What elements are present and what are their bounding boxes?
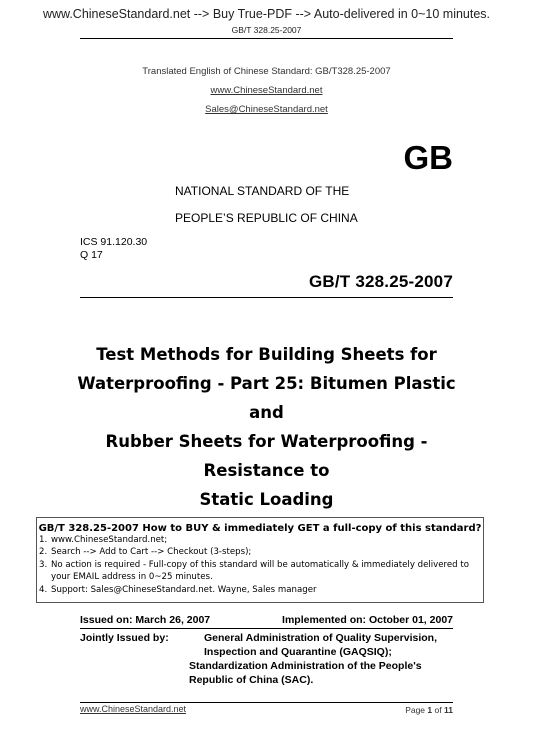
standard-number: GB/T 328.25-2007 (308, 272, 453, 291)
list-item: 3. No action is required - Full-copy of this standard will be automatically & immediately delivered to your EMAIL address in 0~25 minutes. (39, 559, 469, 583)
list-item: 1. www.ChineseStandard.net; (39, 535, 168, 545)
list-item: 2. Search --> Add to Cart --> Checkout (3-steps); (39, 547, 252, 558)
title-line: Test Methods for Building Sheets for (96, 345, 437, 364)
footer-rule (80, 702, 453, 703)
dates-rule (80, 628, 453, 629)
title-line: Static Loading (199, 490, 334, 509)
title-line: Rubber Sheets for Waterproofing - Resistance to (105, 432, 428, 480)
website-link[interactable]: www.ChineseStandard.net (210, 85, 323, 96)
jointly-label: Jointly Issued by: (80, 632, 169, 644)
national-line-1: NATIONAL STANDARD OF THE (175, 184, 350, 198)
implemented-date: Implemented on: October 01, 2007 (282, 614, 453, 626)
national-line-2: PEOPLE’S REPUBLIC OF CHINA (175, 211, 358, 225)
title-line: Waterproofing - Part 25: Bitumen Plastic and (77, 374, 456, 422)
footer-site-link[interactable]: www.ChineseStandard.net (80, 704, 187, 714)
issuer-gaqsiq: General Administration of Quality Supervision, Inspection and Quarantine (GAQSIQ); (204, 632, 437, 658)
buy-box-heading: GB/T 328.25-2007 How to BUY & immediately GET a full-copy of this standard? (38, 523, 482, 534)
document-title (60, 340, 473, 514)
buy-box (36, 517, 484, 603)
email-link[interactable]: Sales@ChineseStandard.net (205, 104, 328, 115)
q-code: Q 17 (80, 249, 103, 261)
translated-note: Translated English of Chinese Standard: GB/T328.25-2007 (142, 66, 391, 77)
standard-rule (80, 297, 453, 298)
list-item: 4. Support: Sales@ChineseStandard.net. Wayne, Sales manager (39, 584, 317, 595)
page-indicator: Page 1 of 11 (405, 705, 453, 715)
ics-code: ICS 91.120.30 (80, 236, 148, 248)
header-code: GB/T 328.25-2007 (231, 25, 302, 35)
header-rule (80, 38, 453, 39)
issuer-sac: Standardization Administration of the People's Republic of China (SAC). (189, 660, 422, 686)
gb-mark: GB (403, 139, 453, 176)
issued-date: Issued on: March 26, 2007 (80, 614, 211, 626)
top-banner: www.ChineseStandard.net --> Buy True-PDF --> Auto-delivered in 0~10 minutes. (42, 7, 491, 21)
